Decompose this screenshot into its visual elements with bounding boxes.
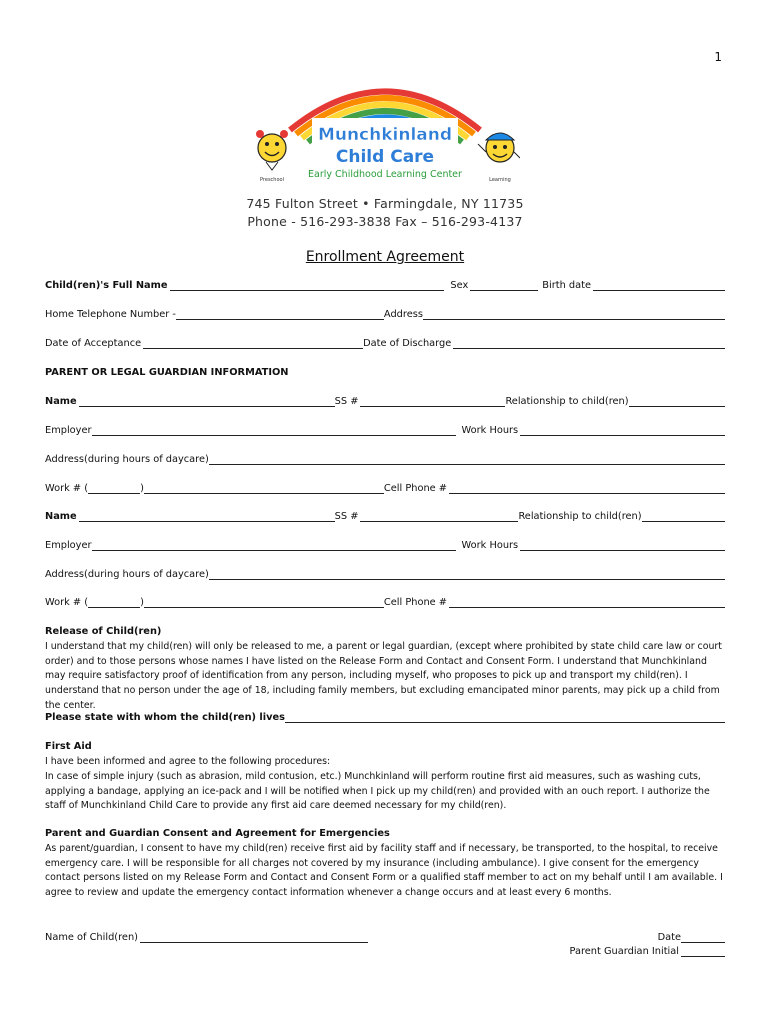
guardian2-name-row [45, 511, 725, 522]
sex-field[interactable] [470, 280, 538, 291]
page-number: 1 [714, 50, 722, 64]
consent-heading: Parent and Guardian Consent and Agreement for Emergencies [45, 828, 390, 839]
first-aid-intro: I have been informed and agree to the following procedures: [45, 756, 331, 767]
guardian1-area-code-field[interactable] [88, 483, 140, 494]
footer-date-field[interactable] [681, 932, 725, 943]
guardian1-cell-field[interactable] [449, 483, 725, 494]
guardian2-ss-label: SS # [334, 511, 359, 522]
footer-child-name-field[interactable] [140, 932, 368, 943]
brand-line1: Munchkinland [317, 125, 453, 145]
lives-with-label: Please state with whom the child(ren) lives [45, 712, 286, 723]
footer-date-label: Date [657, 932, 681, 943]
release-text: I understand that my child(ren) will only be released to me, a parent or legal guardian, (except where prohibited by state child care law or court order) and to those persons whose names I have listed on the Release Form and Contact and Consent Form. I understand that Munchkinland may require satisfactory proof of identification from any person, including myself, who proposes to pick up and transport my child(ren). I understand that no person under the age of 18, including family members, but excluding emancipated minor parents, may pick up a child from the center. [45, 641, 722, 711]
guardian1-phone-row [45, 483, 725, 494]
guardian1-work-close: ) [140, 483, 144, 494]
guardian2-work-label: Work # ( [45, 597, 89, 608]
guardian1-relationship-label: Relationship to child(ren) [505, 396, 629, 407]
guardian1-relationship-field[interactable] [629, 396, 725, 407]
guardian1-address-field[interactable] [209, 454, 725, 465]
footer-child-name-row [45, 932, 385, 943]
guardian2-name-field[interactable] [79, 511, 335, 522]
rainbow-logo-graphic [250, 78, 520, 188]
guardian2-work-field[interactable] [144, 597, 384, 608]
guardian2-phone-row [45, 597, 725, 608]
guardian2-work-close: ) [140, 597, 144, 608]
guardian1-work-hours-label: Work Hours [461, 425, 519, 436]
footer-child-name-label: Name of Child(ren) [45, 932, 138, 943]
child-info-row [45, 280, 725, 291]
guardian1-work-field[interactable] [144, 483, 384, 494]
guardian1-name-field[interactable] [79, 396, 335, 407]
guardian2-work-hours-field[interactable] [520, 540, 725, 551]
date-discharge-field[interactable] [453, 338, 725, 349]
lives-with-row [45, 712, 725, 723]
address-label: Address [383, 309, 423, 320]
left-caption: Preschool [260, 177, 284, 183]
guardian2-relationship-label: Relationship to child(ren) [518, 511, 642, 522]
guardian2-cell-field[interactable] [449, 597, 725, 608]
date-acceptance-field[interactable] [143, 338, 363, 349]
guardian1-employer-field[interactable] [92, 425, 456, 436]
footer-date-row [658, 932, 725, 943]
guardian1-name-label: Name [45, 396, 77, 407]
guardian1-work-label: Work # ( [45, 483, 89, 494]
guardian2-address-row [45, 569, 725, 580]
guardian2-employer-field[interactable] [92, 540, 456, 551]
footer-initial-label: Parent Guardian Initial [569, 946, 679, 957]
first-aid-text: In case of simple injury (such as abrasion, mild contusion, etc.) Munchkinland will perform routine first aid measures, such as washing cuts, applying a bandage, applying an ice-pack and I will be notified when I pick up my child(ren) and provided with an ouch report. I authorize the staff of Munchkinland Child Care to provide any first aid care deemed necessary for my child(ren). [45, 771, 710, 812]
tagline: Early Childhood Learning Center [308, 169, 462, 180]
street-address: 745 Fulton Street • Farmingdale, NY 11735 [246, 196, 524, 211]
guardian2-employer-label: Employer [45, 540, 92, 551]
guardian2-employer-row [45, 540, 725, 551]
guardian2-work-hours-label: Work Hours [461, 540, 519, 551]
guardian2-name-label: Name [45, 511, 77, 522]
footer-initial-row [569, 946, 725, 957]
center-logo [250, 78, 520, 188]
first-aid-heading: First Aid [45, 741, 92, 752]
guardian2-area-code-field[interactable] [88, 597, 140, 608]
date-acceptance-label: Date of Acceptance [45, 338, 142, 349]
guardian1-cell-label: Cell Phone # [383, 483, 448, 494]
guardian2-address-field[interactable] [209, 569, 725, 580]
brand-line2: Child Care [335, 147, 435, 167]
phone-address-row [45, 309, 725, 320]
guardian1-address-row [45, 454, 725, 465]
release-heading: Release of Child(ren) [45, 626, 162, 637]
guardian2-address-label: Address(during hours of daycare) [45, 569, 209, 580]
guardian2-cell-label: Cell Phone # [383, 597, 448, 608]
home-phone-field[interactable] [176, 309, 384, 320]
sun-boy-icon [478, 133, 520, 162]
sun-girl-icon [256, 130, 288, 170]
guardian-heading: PARENT OR LEGAL GUARDIAN INFORMATION [45, 367, 289, 378]
guardian2-ss-field[interactable] [360, 511, 518, 522]
guardian1-address-label: Address(during hours of daycare) [45, 454, 209, 465]
phone-fax: Phone - 516-293-3838 Fax – 516-293-4137 [247, 214, 523, 229]
birth-date-label: Birth date [542, 280, 591, 291]
guardian1-ss-field[interactable] [360, 396, 505, 407]
child-name-field[interactable] [170, 280, 445, 291]
sex-label: Sex [450, 280, 469, 291]
home-phone-label: Home Telephone Number - [45, 309, 176, 320]
consent-text: As parent/guardian, I consent to have my child(ren) receive first aid by facility staff and if necessary, be transported, to the hospital, to receive emergency care. I will be responsible for all charges not covered by my insurance (including ambulance). I give consent for the emergency contact persons listed on my Release Form and Contact and Consent Form or a qualified staff member to act on my behalf until I am available. I agree to review and update the emergency contact information whenever a change occurs and at least every 6 months. [45, 843, 723, 899]
dates-row [45, 338, 725, 349]
guardian2-relationship-field[interactable] [642, 511, 725, 522]
guardian1-ss-label: SS # [334, 396, 359, 407]
page-title: Enrollment Agreement [305, 249, 465, 265]
right-caption: Learning [489, 177, 511, 183]
address-field[interactable] [423, 309, 725, 320]
guardian1-employer-row [45, 425, 725, 436]
guardian1-employer-label: Employer [45, 425, 92, 436]
guardian1-work-hours-field[interactable] [520, 425, 725, 436]
child-name-label: Child(ren)'s Full Name [45, 280, 168, 291]
footer-initial-field[interactable] [681, 946, 725, 957]
birth-date-field[interactable] [593, 280, 725, 291]
date-discharge-label: Date of Discharge [363, 338, 452, 349]
guardian1-name-row [45, 396, 725, 407]
lives-with-field[interactable] [285, 712, 725, 723]
